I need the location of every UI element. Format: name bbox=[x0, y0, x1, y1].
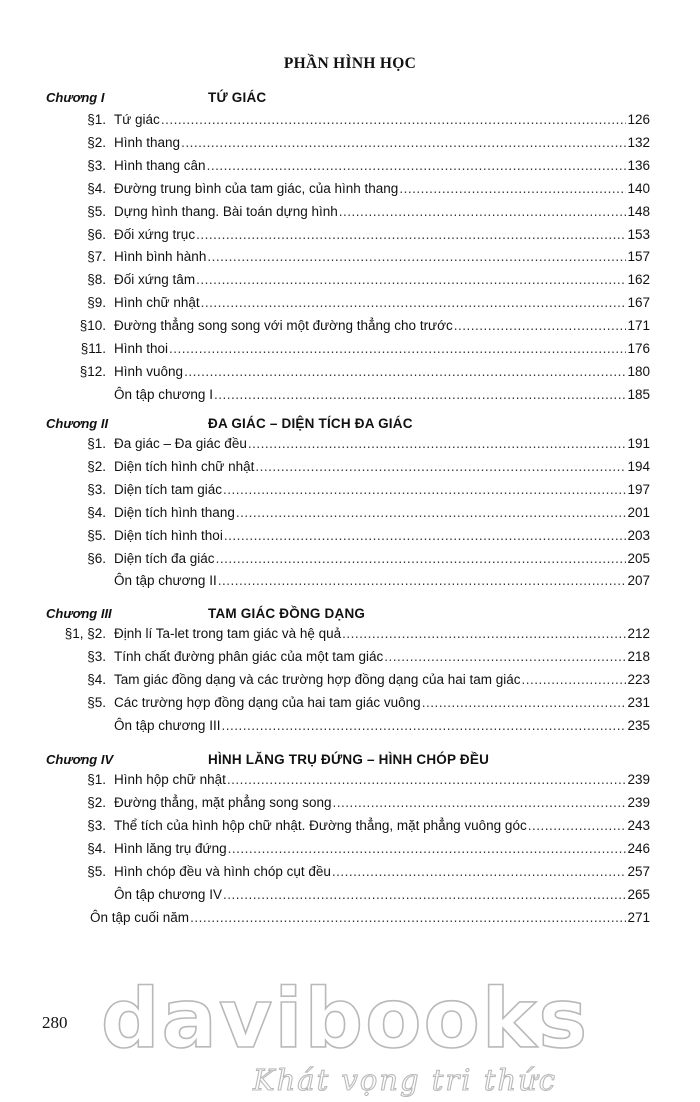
toc-entry[interactable] bbox=[0, 249, 700, 269]
dot-leader bbox=[384, 649, 626, 664]
entry-line bbox=[114, 387, 650, 402]
entry-line bbox=[114, 249, 650, 264]
page-ref: 243 bbox=[627, 817, 650, 833]
entry-line bbox=[114, 528, 650, 543]
section-title: Tứ giác bbox=[114, 112, 160, 127]
toc-entry[interactable] bbox=[0, 864, 700, 884]
page-ref: 148 bbox=[627, 203, 650, 219]
page-ref: 191 bbox=[627, 436, 650, 451]
entry-line bbox=[114, 341, 650, 356]
page-ref: 185 bbox=[627, 386, 650, 402]
watermark-slogan: Khát vọng tri thức bbox=[252, 1063, 558, 1097]
section-title: Đường thẳng song song với một đường thẳng cho trước bbox=[114, 318, 453, 334]
toc-entry[interactable] bbox=[0, 795, 700, 815]
section-number: §3. bbox=[87, 648, 106, 664]
section-number: §5. bbox=[87, 694, 106, 710]
page-ref: 239 bbox=[627, 794, 650, 810]
entry-line bbox=[114, 295, 650, 310]
page-ref: 231 bbox=[627, 694, 650, 710]
section-number: §3. bbox=[87, 157, 106, 173]
section-title: Đường trung bình của tam giác, của hình thang bbox=[114, 180, 399, 196]
page-ref: 157 bbox=[627, 249, 650, 265]
toc-entry[interactable] bbox=[0, 672, 700, 692]
entry-line bbox=[114, 795, 650, 810]
section-number: §8. bbox=[87, 272, 106, 288]
dot-leader bbox=[184, 364, 626, 379]
page-ref: 194 bbox=[627, 458, 650, 474]
section-title: Đường thẳng, mặt phẳng song song bbox=[114, 794, 332, 810]
dot-leader bbox=[196, 227, 626, 242]
toc-entry[interactable] bbox=[0, 364, 700, 384]
page-ref: 218 bbox=[627, 648, 650, 664]
section-title: Diện tích đa giác bbox=[114, 550, 215, 566]
page-number: 280 bbox=[42, 1013, 68, 1032]
dot-leader bbox=[224, 528, 627, 543]
entry-line bbox=[114, 482, 650, 497]
page-ref: 201 bbox=[627, 504, 650, 520]
entry-line bbox=[114, 841, 650, 856]
entry-line bbox=[114, 649, 650, 664]
toc-entry[interactable] bbox=[0, 649, 700, 669]
section-title: Hình chữ nhật bbox=[114, 295, 200, 311]
section-title: Ôn tập chương II bbox=[114, 573, 217, 589]
entry-line bbox=[114, 181, 650, 196]
toc-entry[interactable] bbox=[0, 459, 700, 479]
section-title: Hình thoi bbox=[114, 341, 169, 356]
dot-leader bbox=[454, 318, 627, 333]
section-title: Dựng hình thang. Bài toán dựng hình bbox=[114, 203, 338, 219]
dot-leader bbox=[196, 272, 626, 287]
page-ref: 205 bbox=[627, 550, 650, 566]
section-title: Diện tích hình thang bbox=[114, 504, 235, 520]
toc-entry[interactable] bbox=[0, 387, 700, 407]
section-title: Các trường hợp đồng dạng của hai tam giác vuông bbox=[114, 694, 421, 710]
section-title: Ôn tập chương I bbox=[114, 386, 213, 402]
section-number: §5. bbox=[87, 863, 106, 879]
page-ref: 207 bbox=[627, 573, 650, 589]
page-title: PHẦN HÌNH HỌC bbox=[283, 55, 417, 72]
dot-leader bbox=[227, 772, 627, 787]
entry-line bbox=[114, 112, 650, 127]
chapter-title: TAM GIÁC ĐỒNG DẠNG bbox=[208, 606, 366, 621]
section-number: §4. bbox=[87, 840, 106, 856]
section-number: §6. bbox=[87, 550, 106, 566]
toc-entry[interactable] bbox=[0, 135, 700, 155]
section-title: Tính chất đường phân giác của một tam giác bbox=[114, 648, 384, 664]
section-number: §4. bbox=[87, 671, 106, 687]
dot-leader bbox=[422, 695, 627, 710]
dot-leader bbox=[339, 204, 627, 219]
dot-leader bbox=[236, 505, 627, 520]
dot-leader bbox=[216, 551, 627, 566]
toc-entry[interactable] bbox=[0, 772, 700, 792]
page-ref: 265 bbox=[627, 886, 650, 902]
toc-entry[interactable] bbox=[0, 505, 700, 525]
chapter-label: Chương III bbox=[46, 606, 112, 621]
toc-entry[interactable] bbox=[0, 482, 700, 502]
entry-line bbox=[114, 772, 650, 787]
page-ref: 136 bbox=[627, 157, 650, 173]
section-number: §1. bbox=[87, 112, 106, 127]
toc-entry[interactable] bbox=[0, 181, 700, 201]
section-number: §7. bbox=[87, 249, 106, 265]
entry-line bbox=[114, 272, 650, 287]
entry-line bbox=[114, 887, 650, 902]
toc-entry[interactable] bbox=[0, 841, 700, 861]
entry-line bbox=[114, 864, 650, 879]
page-ref: 257 bbox=[627, 863, 650, 879]
dot-leader bbox=[522, 672, 627, 687]
section-title: Diện tích tam giác bbox=[114, 481, 223, 497]
dot-leader bbox=[228, 841, 627, 856]
dot-leader bbox=[207, 249, 626, 264]
section-title: Diện tích hình thoi bbox=[114, 527, 223, 543]
dot-leader bbox=[207, 158, 627, 173]
entry-line bbox=[90, 910, 650, 925]
section-number: §2. bbox=[87, 794, 106, 810]
page-ref: 176 bbox=[627, 341, 650, 356]
dot-leader bbox=[190, 910, 626, 925]
section-number: §5. bbox=[87, 203, 106, 219]
section-number: §5. bbox=[87, 527, 106, 543]
section-number: §6. bbox=[87, 226, 106, 242]
dot-leader bbox=[528, 818, 627, 833]
watermark-brand: davibooks bbox=[100, 975, 590, 1067]
section-title: Đa giác – Đa giác đều bbox=[114, 436, 247, 451]
dot-leader bbox=[332, 864, 627, 879]
dot-leader bbox=[181, 135, 626, 150]
entry-line bbox=[114, 551, 650, 566]
section-title: Hình bình hành bbox=[114, 249, 207, 265]
dot-leader bbox=[399, 181, 626, 196]
entry-line bbox=[114, 318, 650, 333]
entry-line bbox=[114, 204, 650, 219]
section-number: §10. bbox=[79, 318, 106, 334]
entry-line bbox=[114, 135, 650, 150]
toc-entry[interactable] bbox=[0, 695, 700, 715]
dot-leader bbox=[342, 626, 626, 641]
toc-entry[interactable] bbox=[0, 818, 700, 838]
dot-leader bbox=[333, 795, 627, 810]
entry-line bbox=[114, 672, 650, 687]
section-title: Hình thang bbox=[114, 134, 181, 150]
section-title: Hình chóp đều và hình chóp cụt đều bbox=[114, 863, 331, 879]
watermark-logo bbox=[0, 975, 700, 1102]
chapter-title: TỨ GIÁC bbox=[208, 90, 267, 105]
page-ref: 203 bbox=[627, 527, 650, 543]
section-title: Đối xứng tâm bbox=[114, 272, 196, 288]
dot-leader bbox=[214, 387, 627, 402]
section-title: Hình hộp chữ nhật bbox=[114, 772, 226, 787]
page-ref: 197 bbox=[627, 481, 650, 497]
section-number: §2. bbox=[87, 458, 106, 474]
chapter-label: Chương IV bbox=[46, 752, 114, 767]
section-number: §3. bbox=[87, 817, 106, 833]
page-ref: 212 bbox=[627, 626, 650, 641]
section-title: Hình thang cân bbox=[114, 157, 206, 173]
page-ref: 180 bbox=[627, 363, 650, 379]
section-number: §1, §2. bbox=[64, 626, 106, 641]
dot-leader bbox=[255, 459, 626, 474]
toc-entry[interactable] bbox=[0, 295, 700, 315]
section-number: §9. bbox=[87, 295, 106, 311]
section-title: Hình vuông bbox=[114, 363, 184, 379]
section-title: Ôn tập chương III bbox=[114, 717, 221, 733]
section-title: Tam giác đồng dạng và các trường hợp đồng dạng của hai tam giác bbox=[114, 671, 521, 687]
chapter-label: Chương II bbox=[46, 416, 109, 431]
section-title: Đối xứng trục bbox=[114, 226, 196, 242]
section-title: Hình lăng trụ đứng bbox=[114, 840, 227, 856]
section-number: §4. bbox=[87, 180, 106, 196]
toc-entry[interactable] bbox=[0, 318, 700, 338]
entry-line bbox=[114, 227, 650, 242]
page-ref: 153 bbox=[627, 226, 650, 242]
dot-leader bbox=[248, 436, 627, 451]
toc-entry[interactable] bbox=[0, 341, 700, 361]
toc-entry[interactable] bbox=[0, 573, 700, 593]
toc-entry[interactable] bbox=[0, 436, 700, 456]
page-ref: 223 bbox=[627, 671, 650, 687]
section-number: §1. bbox=[87, 436, 106, 451]
section-number: §4. bbox=[87, 504, 106, 520]
chapter-label: Chương I bbox=[46, 90, 105, 105]
chapter-title: HÌNH LĂNG TRỤ ĐỨNG – HÌNH CHÓP ĐỀU bbox=[208, 752, 490, 767]
dot-leader bbox=[169, 341, 626, 356]
toc-entry[interactable] bbox=[0, 112, 700, 132]
section-title: Ôn tập chương IV bbox=[114, 886, 222, 902]
toc-entry[interactable] bbox=[0, 272, 700, 292]
page-ref: 246 bbox=[627, 840, 650, 856]
toc-entry[interactable] bbox=[0, 887, 700, 907]
section-number: §12. bbox=[79, 363, 106, 379]
section-number: §2. bbox=[87, 134, 106, 150]
dot-leader bbox=[218, 573, 627, 588]
section-title: Ôn tập cuối năm bbox=[90, 910, 190, 925]
chapter-title: ĐA GIÁC – DIỆN TÍCH ĐA GIÁC bbox=[208, 416, 413, 431]
section-title: Định lí Ta-let trong tam giác và hệ quả bbox=[114, 626, 342, 641]
page-ref: 126 bbox=[627, 112, 650, 127]
page-ref: 171 bbox=[627, 318, 650, 334]
page-ref: 162 bbox=[627, 272, 650, 288]
dot-leader bbox=[223, 887, 627, 902]
page-ref: 140 bbox=[627, 180, 650, 196]
toc-entry[interactable] bbox=[0, 204, 700, 224]
entry-line bbox=[114, 573, 650, 588]
section-title: Thể tích của hình hộp chữ nhật. Đường thẳng, mặt phẳng vuông góc bbox=[114, 817, 527, 833]
dot-leader bbox=[201, 295, 627, 310]
toc-entry-final-review[interactable] bbox=[0, 910, 700, 930]
section-number: §3. bbox=[87, 481, 106, 497]
entry-line bbox=[114, 459, 650, 474]
entry-line bbox=[114, 695, 650, 710]
entry-line bbox=[114, 626, 650, 641]
page-ref: 271 bbox=[627, 910, 650, 925]
toc-entry[interactable] bbox=[0, 626, 700, 646]
toc-entry[interactable] bbox=[0, 227, 700, 247]
toc-entry[interactable] bbox=[0, 718, 700, 738]
entry-line bbox=[114, 158, 650, 173]
dot-leader bbox=[161, 112, 627, 127]
entry-line bbox=[114, 364, 650, 379]
dot-leader bbox=[223, 482, 626, 497]
entry-line bbox=[114, 718, 650, 733]
toc-entry[interactable] bbox=[0, 158, 700, 178]
section-number: §1. bbox=[87, 772, 106, 787]
page-ref: 239 bbox=[627, 772, 650, 787]
page-ref: 235 bbox=[627, 717, 650, 733]
page-ref: 167 bbox=[627, 295, 650, 311]
entry-line bbox=[114, 436, 650, 451]
dot-leader bbox=[221, 718, 626, 733]
toc-entry[interactable] bbox=[0, 528, 700, 548]
toc-entry[interactable] bbox=[0, 551, 700, 571]
section-number: §11. bbox=[80, 341, 106, 356]
section-title: Diện tích hình chữ nhật bbox=[114, 458, 255, 474]
entry-line bbox=[114, 818, 650, 833]
entry-line bbox=[114, 505, 650, 520]
page-ref: 132 bbox=[627, 134, 650, 150]
